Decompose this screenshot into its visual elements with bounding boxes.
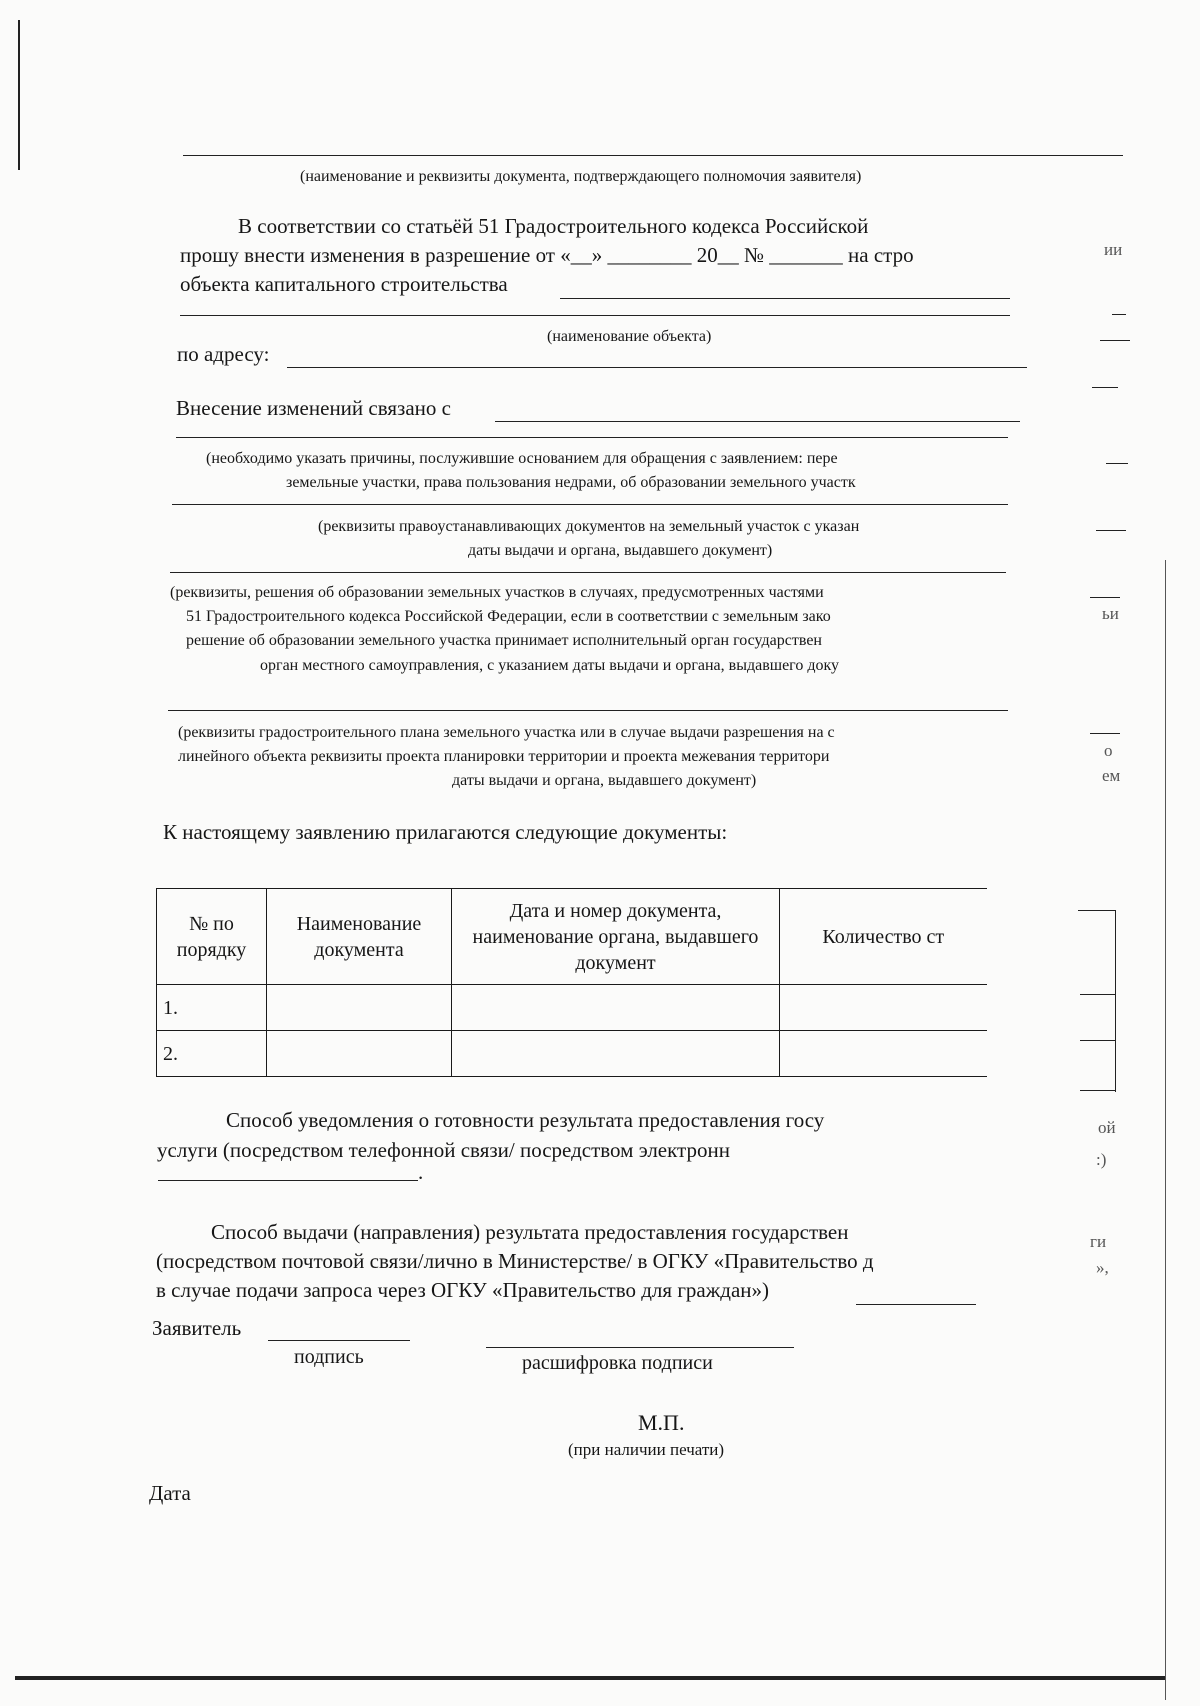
right-edge-dash bbox=[1112, 314, 1126, 315]
table-cell bbox=[452, 1031, 780, 1077]
table-fragment-line bbox=[1080, 1040, 1116, 1041]
table-cell bbox=[267, 1031, 452, 1077]
table-fragment-line bbox=[1078, 910, 1116, 911]
delivery-line-3: в случае подачи запроса через ОГКУ «Правительство для граждан») bbox=[156, 1278, 769, 1302]
formation-decision-line bbox=[170, 572, 1006, 573]
table-cell: 2. bbox=[157, 1031, 267, 1077]
edge-fragment: », bbox=[1096, 1258, 1109, 1277]
object-name-line bbox=[560, 298, 1010, 299]
signature-line bbox=[268, 1340, 410, 1341]
edge-fragment: ем bbox=[1102, 766, 1121, 785]
edge-fragment: о bbox=[1104, 741, 1113, 760]
table-header-quantity: Количество ст bbox=[780, 889, 987, 985]
address-label: по адресу: bbox=[177, 342, 270, 366]
reason-caption-2: земельные участки, права пользования недрами, об образовании земельного участк bbox=[286, 474, 856, 491]
changes-line bbox=[495, 421, 1020, 422]
applicant-label: Заявитель bbox=[152, 1316, 242, 1340]
title-documents-caption-2: даты выдачи и органа, выдавшего документ) bbox=[468, 542, 773, 559]
notification-answer-line bbox=[158, 1180, 418, 1181]
attachments-intro: К настоящему заявлению прилагаются следующие документы: bbox=[163, 820, 728, 844]
delivery-answer-line bbox=[856, 1304, 976, 1305]
table-fragment-line bbox=[1080, 1090, 1116, 1091]
formation-caption-2: 51 Градостроительного кодекса Российской Федерации, если в соответствии с земельным зако bbox=[186, 608, 831, 625]
notification-line-2: услуги (посредством телефонной связи/ посредством электронн bbox=[157, 1138, 730, 1162]
signature-decoding-line bbox=[486, 1347, 794, 1348]
right-edge-dash bbox=[1090, 597, 1120, 598]
edge-fragment: ьи bbox=[1102, 604, 1119, 623]
stamp-caption: (при наличии печати) bbox=[568, 1440, 725, 1459]
table-cell: 1. bbox=[157, 985, 267, 1031]
table-row bbox=[157, 985, 987, 1031]
changes-label: Внесение изменений связано с bbox=[176, 396, 451, 420]
formation-caption-3: решение об образовании земельного участка принимает исполнительный орган государствен bbox=[186, 632, 822, 649]
signature-caption: подпись bbox=[294, 1346, 364, 1368]
object-name-caption: (наименование объекта) bbox=[547, 328, 712, 345]
scan-margin-mark bbox=[18, 20, 20, 170]
table-header-date-number: Дата и номер документа, наименование органа, выдавшего документ bbox=[452, 889, 780, 985]
stamp-label: М.П. bbox=[638, 1410, 685, 1435]
edge-fragment: :) bbox=[1096, 1150, 1107, 1169]
request-line-1: В соответствии со статьёй 51 Градостроительного кодекса Российской bbox=[238, 214, 869, 238]
edge-fragment: ии bbox=[1104, 240, 1123, 259]
title-documents-caption-1: (реквизиты правоустанавливающих документов на земельный участок с указан bbox=[318, 518, 860, 535]
scan-bottom-bar bbox=[15, 1676, 1165, 1680]
gpzu-caption-2: линейного объекта реквизиты проекта планировки территории и проекта межевания территори bbox=[178, 748, 830, 765]
signature-decoding-caption: расшифровка подписи bbox=[522, 1352, 713, 1374]
request-line-2: прошу внести изменения в разрешение от «__» ________ 20__ № _______ на стро bbox=[180, 243, 914, 267]
table-header-document-name: Наименование документа bbox=[267, 889, 452, 985]
title-documents-line bbox=[172, 504, 1008, 505]
table-cell bbox=[267, 985, 452, 1031]
authority-document-line bbox=[183, 155, 1123, 156]
delivery-line-1: Способ выдачи (направления) результата предоставления государствен bbox=[211, 1220, 849, 1244]
reason-caption-1: (необходимо указать причины, послужившие основанием для обращения с заявлением: пере bbox=[206, 450, 838, 467]
table-fragment-line bbox=[1080, 994, 1116, 995]
date-label: Дата bbox=[149, 1481, 191, 1505]
gpzu-caption-1: (реквизиты градостроительного плана земельного участка или в случае выдачи разрешения на с bbox=[178, 724, 835, 741]
table-cell bbox=[780, 985, 987, 1031]
notification-line-1: Способ уведомления о готовности результата предоставления госу bbox=[226, 1108, 825, 1132]
gpzu-caption-3: даты выдачи и органа, выдавшего документ) bbox=[452, 772, 757, 789]
edge-fragment: ой bbox=[1098, 1118, 1116, 1137]
formation-caption-4: орган местного самоуправления, с указанием даты выдачи и органа, выдавшего доку bbox=[260, 657, 840, 674]
table-header-row bbox=[157, 889, 987, 985]
formation-caption-1: (реквизиты, решения об образовании земельных участков в случаях, предусмотренных частями bbox=[170, 584, 824, 601]
table-fragment-edge bbox=[1115, 910, 1116, 1092]
right-edge-dash bbox=[1090, 733, 1120, 734]
request-line-3: объекта капитального строительства bbox=[180, 272, 508, 296]
table-header-number: № по порядку bbox=[157, 889, 267, 985]
address-line bbox=[287, 367, 1027, 368]
scan-right-edge bbox=[1165, 560, 1166, 1700]
edge-fragment: ги bbox=[1090, 1232, 1107, 1251]
attachments-table bbox=[156, 888, 987, 1077]
table-cell bbox=[780, 1031, 987, 1077]
object-name-line-2 bbox=[180, 315, 1010, 316]
right-edge-dash bbox=[1092, 387, 1118, 388]
right-edge-dash bbox=[1096, 530, 1126, 531]
table-cell bbox=[452, 985, 780, 1031]
notification-line-3-end: . bbox=[418, 1160, 424, 1184]
right-edge-dash bbox=[1100, 340, 1130, 341]
table-row bbox=[157, 1031, 987, 1077]
right-edge-dash bbox=[1106, 463, 1128, 464]
changes-line-2 bbox=[176, 437, 1008, 438]
gpzu-line bbox=[168, 710, 1008, 711]
authority-document-caption: (наименование и реквизиты документа, подтверждающего полномочия заявителя) bbox=[300, 168, 862, 185]
delivery-line-2: (посредством почтовой связи/лично в Министерстве/ в ОГКУ «Правительство д bbox=[156, 1249, 874, 1273]
